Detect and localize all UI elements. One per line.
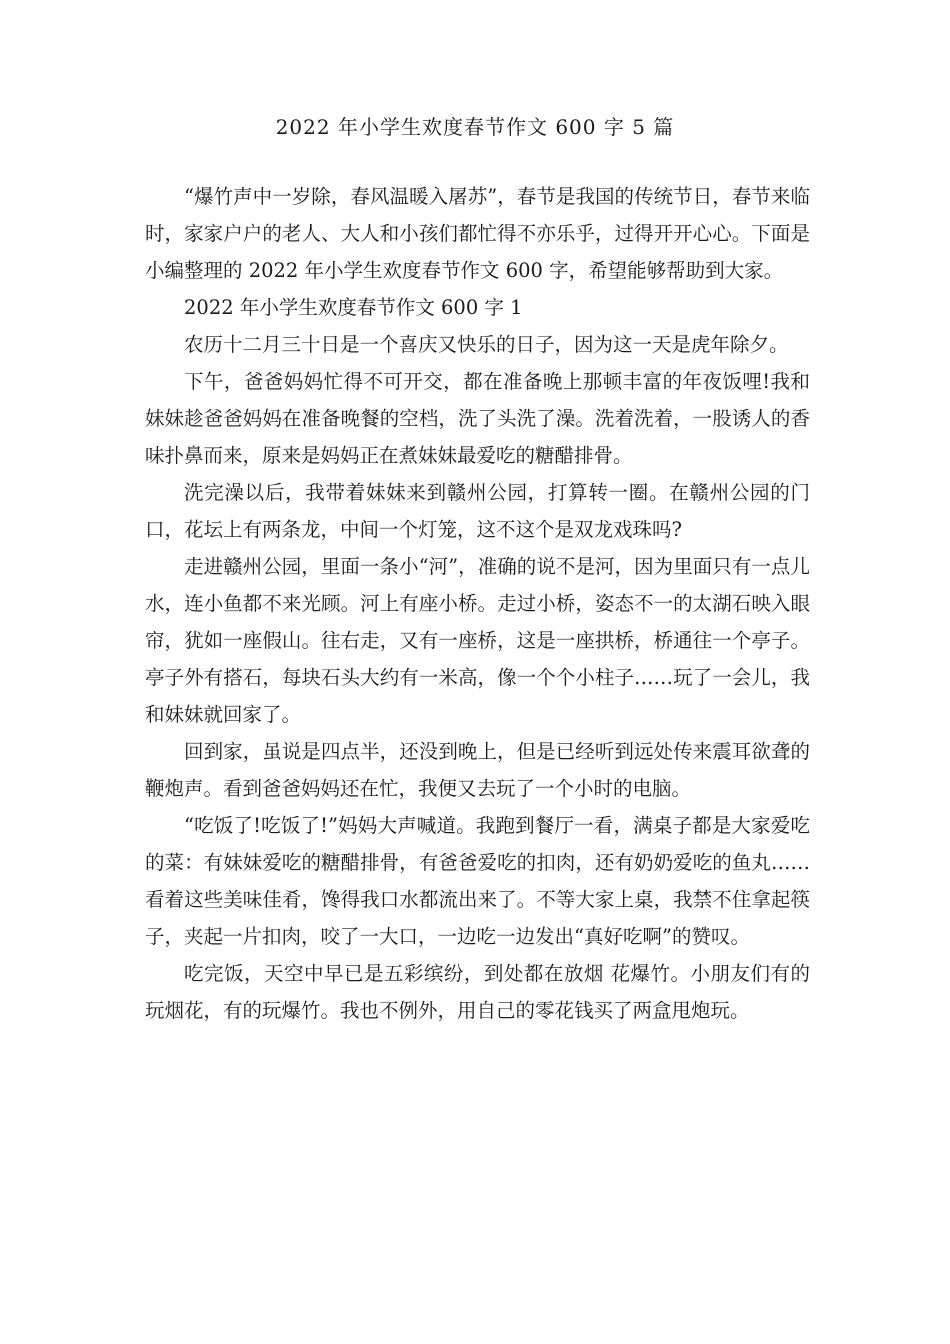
paragraph: 洗完澡以后，我带着妹妹来到赣州公园，打算转一圈。在赣州公园的门口，花坛上有两条龙，中间一个灯笼，这不这个是双龙戏珠吗? [145,481,810,541]
paragraph: 下午，爸爸妈妈忙得不可开交，都在准备晚上那顿丰富的年夜饭哩!我和妹妹趁爸爸妈妈在准备晚餐的空档，洗了头洗了澡。洗着洗着，一股诱人的香味扑鼻而来，原来是妈妈正在煮妹妹最爱吃的糖醋排骨。 [145,370,810,467]
paragraph: “吃饭了!吃饭了!”妈妈大声喊道。我跑到餐厅一看，满桌子都是大家爱吃的菜：有妹妹爱吃的糖醋排骨，有爸爸爱吃的扣肉，还有奶奶爱吃的鱼丸……看着这些美味佳肴，馋得我口水都流出来了。不等大家上桌，我禁不住拿起筷子，夹起一片扣肉，咬了一大口，一边吃一边发出“真好吃啊”的赞叹。 [145,814,810,948]
paragraph: 走进赣州公园，里面一条小“河”，准确的说不是河，因为里面只有一点儿水，连小鱼都不来光顾。河上有座小桥。走过小桥，姿态不一的太湖石映入眼帘，犹如一座假山。往右走，又有一座桥，这是一座拱桥，桥通往一个亭子。亭子外有搭石，每块石头大约有一米高，像一个个小柱子……玩了一会儿，我和妹妹就回家了。 [145,555,810,726]
paragraph-intro: “爆竹声中一岁除，春风温暖入屠苏”，春节是我国的传统节日，春节来临时，家家户户的老人、大人和小孩们都忙得不亦乐乎，过得开开心心。下面是小编整理的 2022 年小学生欢度春节作文 600 字，希望能够帮助到大家。 [145,185,810,282]
section-heading: 2022 年小学生欢度春节作文 600 字 1 [184,296,523,319]
document-body [145,178,810,1029]
paragraph: 回到家，虽说是四点半，还没到晚上，但是已经听到远处传来震耳欲聋的鞭炮声。看到爸爸妈妈还在忙，我便又去玩了一个小时的电脑。 [145,740,810,800]
paragraph: 吃完饭，天空中早已是五彩缤纷，到处都在放烟 花爆竹。小朋友们有的玩烟花，有的玩爆竹。我也不例外，用自己的零花钱买了两盒甩炮玩。 [145,962,810,1022]
document-title: 2022 年小学生欢度春节作文 600 字 5 篇 [275,115,675,139]
paragraph: 农历十二月三十日是一个喜庆又快乐的日子，因为这一天是虎年除夕。 [184,333,789,356]
